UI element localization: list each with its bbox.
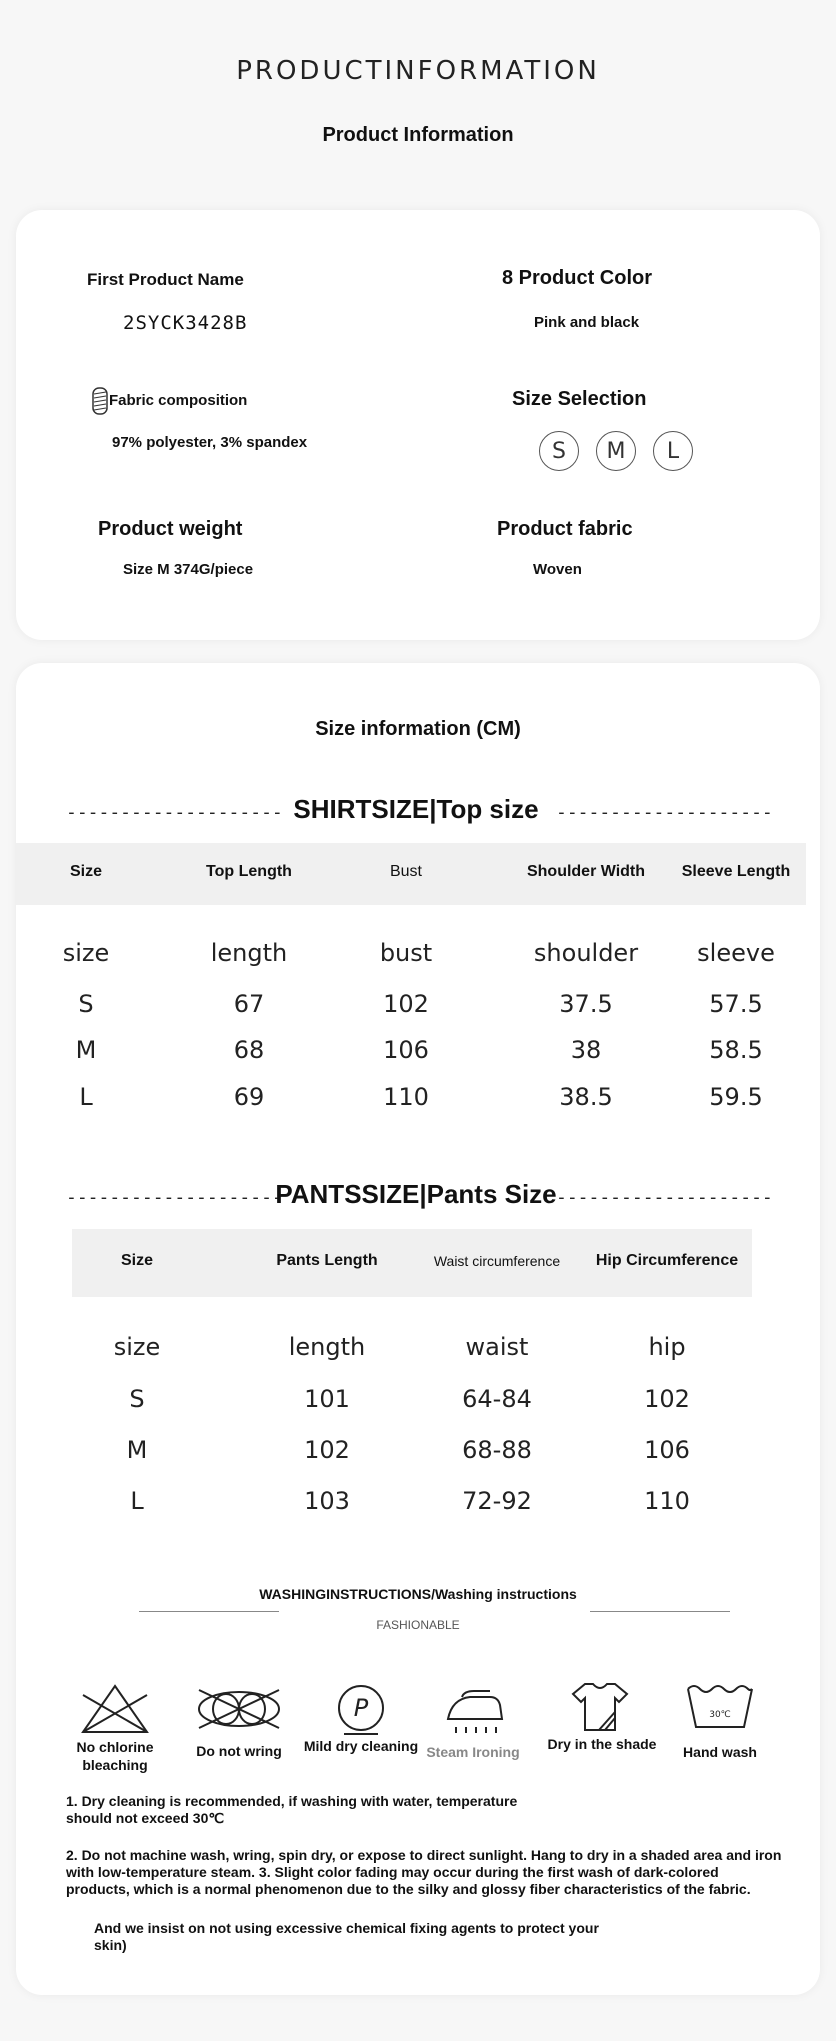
shirt-cell: 37.5 xyxy=(559,990,613,1018)
shirt-cell: 38.5 xyxy=(559,1083,613,1111)
pants-cell: 106 xyxy=(644,1436,690,1464)
product-name-label: First Product Name xyxy=(87,270,244,289)
shirt-cell: 59.5 xyxy=(709,1083,763,1111)
fabric-composition-label: Fabric composition xyxy=(109,392,248,409)
fabric-composition-value: 97% polyester, 3% spandex xyxy=(112,434,308,451)
shirt-cell: size xyxy=(62,939,110,967)
pants-header-waist: Waist circumference xyxy=(433,1253,561,1269)
shirt-dashes-right: -------------------- xyxy=(556,802,773,823)
shirt-cell: 57.5 xyxy=(709,990,763,1018)
pants-header-size: Size xyxy=(120,1252,153,1269)
product-fabric-label: Product fabric xyxy=(497,518,633,540)
do-not-wring-label: Do not wring xyxy=(196,1743,282,1759)
page-subtitle: Product Information xyxy=(322,124,514,146)
pants-cell: 64-84 xyxy=(462,1385,532,1413)
shirt-cell: sleeve xyxy=(697,939,775,967)
pants-cell: M xyxy=(126,1436,148,1464)
pants-cell: 101 xyxy=(304,1385,350,1413)
shirt-cell: shoulder xyxy=(533,939,639,967)
hand-wash-temp: 30℃ xyxy=(709,1710,731,1720)
shirt-size-title: SHIRTSIZE|Top size xyxy=(293,794,539,824)
shirt-cell: 38 xyxy=(570,1036,602,1064)
shirt-table-header xyxy=(16,843,806,905)
hand-wash-label: Hand wash xyxy=(683,1744,757,1760)
do-not-wring-icon xyxy=(196,1687,282,1736)
shirt-header-shoulder-width: Shoulder Width xyxy=(526,863,646,880)
size-option-l[interactable]: L xyxy=(653,431,693,471)
shirt-cell: 110 xyxy=(383,1083,429,1111)
pants-cell: L xyxy=(130,1487,144,1515)
shirt-cell: 106 xyxy=(383,1036,429,1064)
pants-cell: S xyxy=(129,1385,145,1413)
shirt-cell: S xyxy=(78,990,94,1018)
washing-note-3: And we insist on not using excessive chemical fixing agents to protect your skin) xyxy=(94,1920,599,1953)
size-selection-label: Size Selection xyxy=(512,388,647,410)
pants-cell: hip xyxy=(648,1333,686,1361)
pants-cell: size xyxy=(113,1333,161,1361)
shirt-header-size: Size xyxy=(69,863,102,880)
product-name-value: 2SYCK3428B xyxy=(123,312,248,334)
washing-divider-right xyxy=(590,1611,730,1612)
size-option-m[interactable]: M xyxy=(596,431,636,471)
pants-cell: 103 xyxy=(304,1487,350,1515)
pants-cell: 72-92 xyxy=(462,1487,532,1515)
steam-ironing-label: Steam Ironing xyxy=(426,1744,520,1760)
steam-iron-icon xyxy=(442,1687,504,1742)
product-color-label: 8 Product Color xyxy=(502,267,653,289)
shirt-cell: M xyxy=(75,1036,97,1064)
size-option-s[interactable]: S xyxy=(539,431,579,471)
shirt-header-bust: Bust xyxy=(389,863,422,880)
product-weight-value: Size M 374G/piece xyxy=(123,561,254,578)
shirt-cell: 58.5 xyxy=(709,1036,763,1064)
shirt-header-sleeve-length: Sleeve Length xyxy=(681,863,791,880)
shirt-cell: 68 xyxy=(233,1036,265,1064)
washing-subtitle: FASHIONABLE xyxy=(376,1618,460,1632)
washing-note-1: 1. Dry cleaning is recommended, if washing with water, temperature should not exceed 30℃ xyxy=(66,1793,518,1826)
mild-dry-cleaning-icon xyxy=(336,1684,386,1741)
dry-in-shade-icon xyxy=(569,1680,631,1739)
pants-header-pants-length: Pants Length xyxy=(276,1252,378,1269)
mild-dry-cleaning-label: Mild dry cleaning xyxy=(303,1738,419,1754)
product-info-card xyxy=(16,210,820,640)
pants-header-hip: Hip Circumference xyxy=(595,1252,739,1269)
pants-table-header xyxy=(72,1229,752,1297)
pants-dashes-right: -------------------- xyxy=(556,1187,773,1208)
svg-text:P: P xyxy=(353,1694,369,1722)
shirt-cell: 67 xyxy=(233,990,265,1018)
pants-cell: 102 xyxy=(644,1385,690,1413)
no-chlorine-bleach-label: No chlorine bleaching xyxy=(76,1739,154,1773)
shirt-cell: L xyxy=(79,1083,93,1111)
washing-note-2: 2. Do not machine wash, wring, spin dry, or expose to direct sunlight. Hang to dry in a shaded area and iron with low-temperature steam. 3. Slight color fading may occur during the first wash of dark-colored products, which is a normal phenomenon due to the silky and glossy fiber characteristics of the fabric. xyxy=(66,1847,782,1897)
shirt-cell: 102 xyxy=(383,990,429,1018)
size-info-card xyxy=(16,663,820,1995)
product-color-value: Pink and black xyxy=(534,314,640,331)
thread-spool-icon xyxy=(91,387,109,415)
pants-cell: 110 xyxy=(644,1487,690,1515)
pants-dashes-left: -------------------- xyxy=(66,1187,283,1208)
size-info-title: Size information (CM) xyxy=(315,718,521,740)
pants-cell: 68-88 xyxy=(462,1436,532,1464)
no-chlorine-bleach-icon xyxy=(80,1683,150,1740)
washing-divider-left xyxy=(139,1611,279,1612)
pants-size-title: PANTSSIZE|Pants Size xyxy=(275,1179,557,1209)
pants-cell: length xyxy=(288,1333,366,1361)
shirt-cell: 69 xyxy=(233,1083,265,1111)
product-weight-label: Product weight xyxy=(98,518,243,540)
page-title: PRODUCTINFORMATION xyxy=(236,56,600,86)
pants-cell: 102 xyxy=(304,1436,350,1464)
shirt-header-top-length: Top Length xyxy=(206,863,292,880)
shirt-cell: bust xyxy=(379,939,433,967)
pants-cell: waist xyxy=(465,1333,529,1361)
dry-in-shade-label: Dry in the shade xyxy=(547,1736,657,1752)
washing-title: WASHINGINSTRUCTIONS/Washing instructions xyxy=(259,1586,577,1602)
shirt-dashes-left: -------------------- xyxy=(66,802,283,823)
shirt-cell: length xyxy=(210,939,288,967)
hand-wash-icon xyxy=(686,1683,754,1734)
product-fabric-value: Woven xyxy=(533,561,582,578)
